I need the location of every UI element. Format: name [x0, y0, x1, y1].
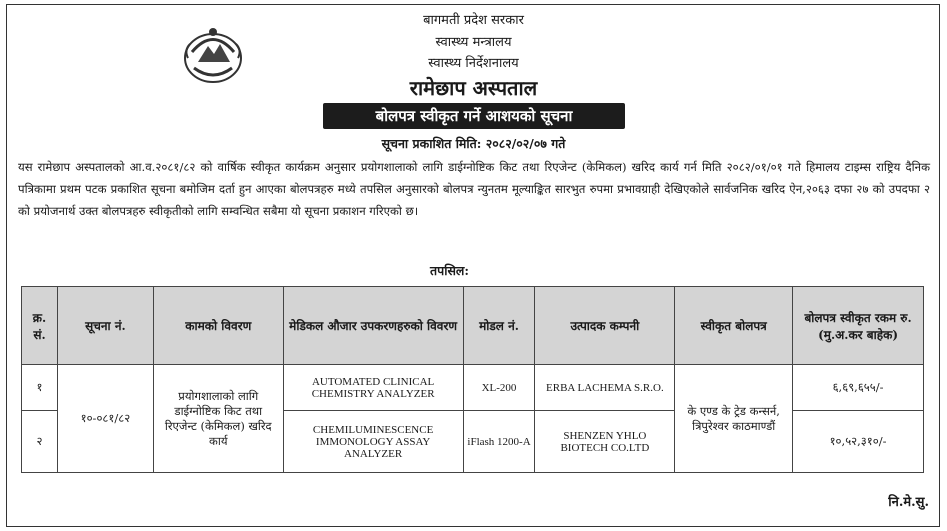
cell-accepted-bid: के एण्ड के ट्रेड कन्सर्न, त्रिपुरेश्वर काठमाण्डौं: [675, 365, 793, 473]
cell-notice-no: १०-०८१/८२: [57, 365, 153, 473]
cell-sn: १: [22, 365, 58, 411]
header-work-desc: कामको विवरण: [153, 287, 283, 365]
cell-manufacturer: ERBA LACHEMA S.R.O.: [535, 365, 675, 411]
cell-work-desc: प्रयोगशालाको लागि डाईग्नोष्टिक किट तथा रिएजेन्ट (केमिकल) खरिद कार्य: [153, 365, 283, 473]
header-equipment: मेडिकल औजार उपकरणहरुको विवरण: [283, 287, 463, 365]
table-header-row: [22, 287, 924, 365]
footer-signature: नि.मे.सु.: [888, 495, 929, 510]
table-row: [22, 365, 924, 411]
header-sn: क्र. सं.: [22, 287, 58, 365]
bid-table: [21, 286, 924, 473]
header-manufacturer: उत्पादक कम्पनी: [535, 287, 675, 365]
cell-equipment: CHEMILUMINESCENCE IMMONOLOGY ASSAY ANALYZER: [283, 411, 463, 473]
header-amount: बोलपत्र स्वीकृत रकम रु. (मु.अ.कर बाहेक): [793, 287, 924, 365]
cell-sn: २: [22, 411, 58, 473]
cell-amount: १०,५२,३१०/-: [793, 411, 924, 473]
details-heading: तपसिल:: [430, 263, 470, 278]
notice-title-banner: बोलपत्र स्वीकृत गर्ने आशयको सूचना: [323, 103, 625, 129]
published-date: सूचना प्रकाशित मिति: २०८२/०२/०७ गते: [381, 136, 566, 151]
notice-body: यस रामेछाप अस्पतालको आ.व.२०८१/८२ को वार्षिक स्वीकृत कार्यक्रम अनुसार प्रयोगशालाको लागि डाईग्नोष्टिक किट तथा रिएजेन्ट (केमिकल) खरिद कार्य गर्न मिति २०८२/०१/०१ गते हिमालय टाइम्स राष्ट्रिय दैनिक पत्रिकामा प्रथम पटक प्रकाशित सूचना बमोजिम दर्ता हुन आएका बोलपत्रहरु मध्ये तपसिल अनुसारको बोलपत्र न्युनतम मूल्याङ्कित सारभुत रुपमा प्रभावग्राही देखिएकोले सार्वजनिक खरिद ऐन,२०६३ दफा २७ को उपदफा २ को प्रयोजनार्थ उक्त बोलपत्रहरु स्वीकृतीको लागि सम्वन्धित सबैमा यो सूचना प्रकाशन गरिएको छ।: [18, 160, 930, 218]
hospital-name: रामेछाप अस्पताल: [409, 76, 538, 100]
cell-model: iFlash 1200-A: [463, 411, 535, 473]
header-notice-no: सूचना नं.: [57, 287, 153, 365]
ministry-name: स्वास्थ्य मन्त्रालय: [435, 35, 512, 50]
cell-manufacturer: SHENZEN YHLO BIOTECH CO.LTD: [535, 411, 675, 473]
cell-amount: ६,६९,६५५/-: [793, 365, 924, 411]
directorate-name: स्वास्थ्य निर्देशनालय: [428, 56, 519, 71]
cell-equipment: AUTOMATED CLINICAL CHEMISTRY ANALYZER: [283, 365, 463, 411]
province-government: बागमती प्रदेश सरकार: [423, 13, 524, 28]
header-model: मोडल नं.: [463, 287, 535, 365]
cell-model: XL-200: [463, 365, 535, 411]
header-accepted-bid: स्वीकृत बोलपत्र: [675, 287, 793, 365]
